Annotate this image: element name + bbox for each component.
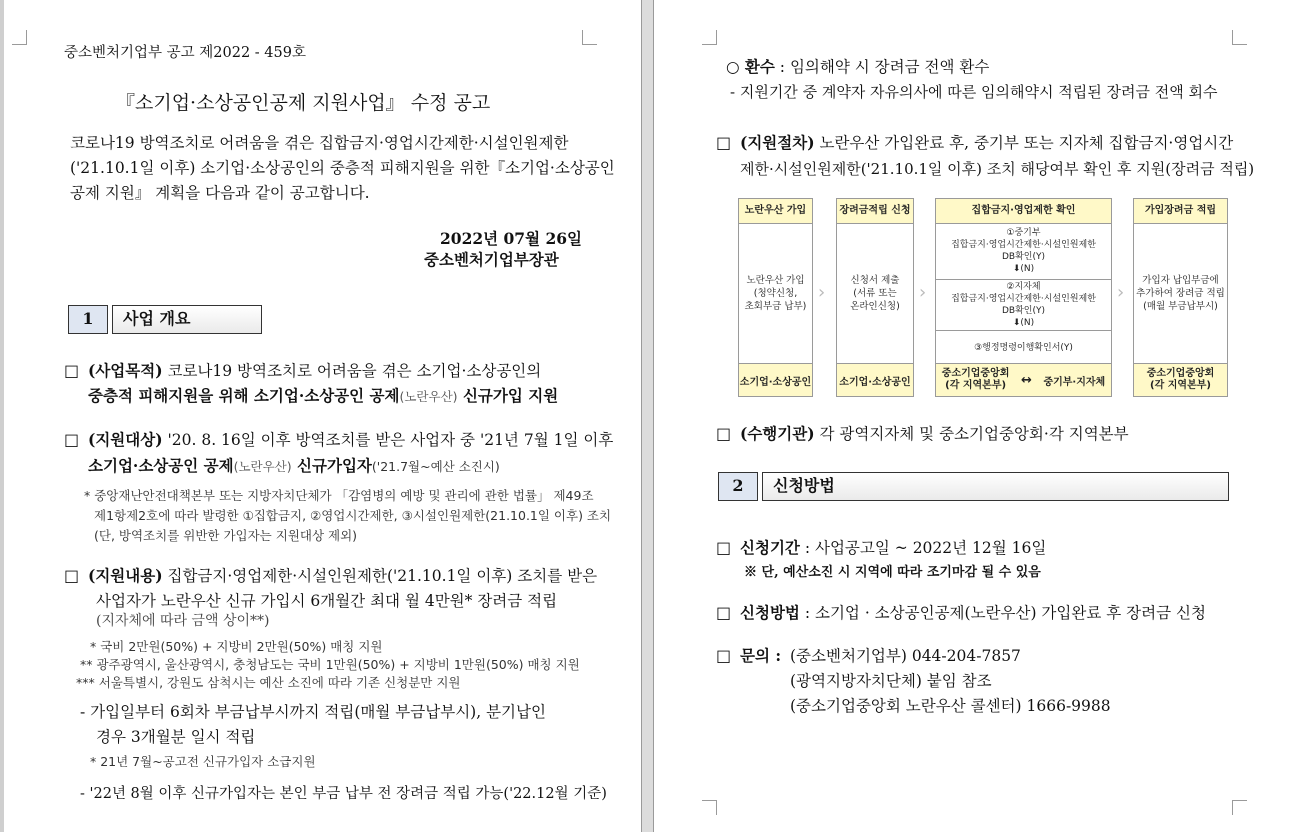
footnote: *** 서울특별시, 강원도 삼척시는 예산 소진에 따라 기존 신청분만 지원 [76, 675, 461, 690]
foot-left [942, 368, 1010, 392]
flow-text: ②지자체 [1006, 282, 1041, 292]
flow-box-foot [936, 363, 1111, 396]
flow-box-head: 노란우산 가입 [739, 199, 812, 224]
flow-box-body [837, 223, 913, 364]
inquiry-label: 문의 : [740, 646, 782, 665]
inquiry-line: (중소기업중앙회 노란우산 콜센터) 1666-9988 [790, 697, 1111, 715]
refund-label: ○ 환수 [726, 57, 775, 76]
inquiry-line: (광역지방자치단체) 붙임 참조 [790, 672, 992, 690]
flow-text: (매월 부금납부시) [1143, 301, 1218, 312]
section-title: 신청방법 [762, 472, 1229, 501]
flow-box-head: 집합금지·영업제한 확인 [936, 199, 1111, 224]
flow-box [836, 198, 914, 397]
content-text: 집합금지·영업제한·시설인원제한('21.10.1일 이후) 조치를 받은 [162, 567, 598, 585]
agency-label: (수행기관) [740, 424, 815, 443]
refund-text: : 임의해약 시 장려금 전액 환수 [774, 58, 990, 76]
flow-text: ⬇(N) [1012, 264, 1035, 274]
crop-mark [1232, 800, 1247, 815]
crop-mark [702, 800, 717, 815]
method-label: 신청방법 [740, 603, 800, 622]
flow-text: 추가하여 장려금 적립 [1136, 288, 1225, 299]
inquiry-line: (중소벤처기업부) 044-204-7857 [790, 647, 1021, 665]
flow-text: DB확인(Y) [1001, 306, 1045, 316]
footnote: * 중앙재난안전대책본부 또는 지방자치단체가 「감염병의 예방 및 관리에 관한 법률」 제49조 [84, 488, 594, 503]
section-title: 사업 개요 [112, 305, 262, 334]
purpose-label: (사업목적) [88, 361, 163, 380]
checkbox-bullet: □ [716, 424, 732, 443]
crop-mark [582, 30, 597, 45]
flow-arrow-icon: › [919, 282, 927, 303]
purpose-text: 코로나19 방역조치로 어려움을 겪은 소기업·소상공인의 [162, 362, 542, 380]
purpose-bold: 중층적 피해지원을 위해 소기업·소상공인 공제 [88, 386, 400, 405]
document-page-right [654, 0, 1297, 832]
flow-box-foot: 소기업·소상공인 [739, 363, 812, 396]
footnote: * 국비 2만원(50%) + 지방비 2만원(50%) 매칭 지원 [90, 639, 383, 654]
footnote: 제1항제2호에 따라 발령한 ①집합금지, ②영업시간제한, ③시설인원제한(21.10.1일 이후) 조치 [94, 508, 612, 523]
flow-text: ①중기부 [1006, 228, 1041, 238]
check-step: ③행정명령이행확인서(Y) [974, 343, 1073, 353]
checkbox-bullet: □ [64, 430, 80, 449]
method-text: : 소기업 · 소상공인공제(노란우산) 가입완료 후 장려금 신청 [799, 604, 1206, 622]
flow-box-head: 가입장려금 적립 [1134, 199, 1227, 224]
procedure-line2: 제한·시설인원제한('21.10.1일 이후) 조치 해당여부 확인 후 지원(장려금 적립) [740, 160, 1255, 178]
two-way-arrow-icon: ↔ [1020, 372, 1032, 388]
flow-text: 중소기업중앙회 [1146, 368, 1215, 379]
flow-text: (청약신청, [753, 288, 798, 299]
method-line [740, 603, 1206, 623]
target-text: '20. 8. 16일 이후 방역조치를 받은 사업자 중 '21년 7월 1일 이후 [162, 431, 614, 449]
target-line2 [88, 456, 500, 476]
flow-text: 집합금지·영업시간제한·시설인원제한 [951, 294, 1096, 304]
flow-box [738, 198, 813, 397]
flow-text: 신청서 제출 [850, 275, 900, 286]
document-title: 『소기업·소상공인공제 지원사업』 수정 공고 [116, 92, 491, 114]
checkbox-bullet: □ [716, 538, 732, 557]
flow-box-head: 장려금적립 신청 [837, 199, 913, 224]
target-note: ('21.7월~예산 소진시) [371, 459, 500, 474]
flow-text: 온라인신청) [850, 301, 900, 312]
checkbox-bullet: □ [64, 566, 80, 585]
content-line2: 사업자가 노란우산 신규 가입시 6개월간 최대 월 4만원* 장려금 적립 [96, 592, 558, 610]
flow-box [1133, 198, 1228, 397]
flow-box-check [935, 198, 1112, 397]
footnote: (단, 방역조치를 위반한 가입자는 지원대상 제외) [94, 528, 358, 543]
flow-text: (각 지역본부) [945, 380, 1007, 391]
checkbox-bullet: □ [716, 603, 732, 622]
dash-line: - '22년 8월 이후 신규가입자는 본인 부금 납부 전 장려금 적립 가능('22.12월 기준) [80, 786, 607, 802]
flow-text: ⬇(N) [1012, 318, 1035, 328]
purpose-line [88, 361, 541, 381]
agency-line [740, 424, 1129, 444]
section-number: 2 [718, 472, 758, 501]
target-bold2: 신규가입자 [291, 456, 372, 475]
target-small: (노란우산) [233, 459, 292, 474]
check-step [936, 280, 1111, 330]
flow-text: 초회부금 납부) [744, 301, 807, 312]
flow-arrow-icon: › [1117, 282, 1125, 303]
flow-text: 가입자 납입부금에 [1142, 275, 1219, 286]
flow-box-body [739, 223, 812, 364]
purpose-end: 신규가입 지원 [457, 386, 559, 405]
flow-box-foot [1134, 363, 1227, 396]
target-line [88, 430, 613, 450]
period-label: 신청기간 [740, 538, 800, 557]
content-line [88, 566, 597, 586]
check-step [936, 223, 1111, 279]
period-text: : 사업공고일 ~ 2022년 12월 16일 [799, 539, 1047, 557]
notice-number: 중소벤처기업부 공고 제2022 - 459호 [64, 45, 306, 61]
crop-mark [12, 30, 27, 45]
intro-line: 공제 지원』 계획을 다음과 같이 공고합니다. [70, 184, 370, 202]
dash-line: 경우 3개월분 일시 적립 [96, 728, 256, 746]
procedure-label: (지원절차) [740, 133, 815, 152]
crop-mark [1232, 30, 1247, 45]
period-line [740, 538, 1046, 558]
page-gap [641, 0, 654, 832]
purpose-line2 [88, 386, 558, 406]
flow-text: 노란우산 가입 [746, 275, 805, 286]
content-line3: (지자체에 따라 금액 상이**) [96, 613, 270, 629]
footnote: * 21년 7월~공고전 신규가입자 소급지원 [90, 754, 316, 769]
content-label: (지원내용) [88, 566, 163, 585]
flow-text: DB확인(Y) [1001, 252, 1045, 262]
refund-line [726, 57, 989, 77]
refund-sub: - 지원기간 중 계약자 자유의사에 따른 임의해약시 적립된 장려금 전액 회수 [730, 83, 1218, 101]
section-number: 1 [68, 305, 108, 334]
target-bold: 소기업·소상공인 공제 [88, 456, 234, 475]
flow-text: 중기부·지자체 [1043, 376, 1106, 388]
checkbox-bullet: □ [716, 133, 732, 152]
procedure-text: 노란우산 가입완료 후, 중기부 또는 지자체 집합금지·영업시간 [814, 134, 1234, 152]
procedure-line [740, 133, 1233, 153]
flow-text: 중소기업중앙회 [941, 368, 1010, 379]
crop-mark [702, 30, 717, 45]
flow-box-foot: 소기업·소상공인 [837, 363, 913, 396]
flow-text: (서류 또는 [853, 288, 897, 299]
intro-line: 코로나19 방역조치로 어려움을 겪은 집합금지·영업시간제한·시설인원제한 [70, 134, 569, 152]
flow-text: (각 지역본부) [1150, 380, 1211, 391]
flow-text: 집합금지·영업시간제한·시설인원제한 [951, 240, 1096, 250]
notice-date: 2022년 07월 26일 [440, 229, 582, 248]
checkbox-bullet: □ [64, 361, 80, 380]
target-label: (지원대상) [88, 430, 163, 449]
purpose-small: (노란우산) [399, 389, 458, 404]
flow-box-body [1134, 223, 1227, 364]
document-page-left [4, 0, 641, 832]
footnote: ** 광주광역시, 울산광역시, 충청남도는 국비 1만원(50%) + 지방비 1만원(50%) 매칭 지원 [80, 657, 580, 672]
signer: 중소벤처기업부장관 [424, 250, 559, 269]
intro-line: ('21.10.1일 이후) 소기업·소상공인의 중층적 피해지원을 위한『소기업·소상공인 [70, 159, 615, 177]
agency-text: 각 광역지자체 및 중소기업중앙회·각 지역본부 [814, 425, 1129, 443]
dash-line: - 가입일부터 6회차 부금납부시까지 적립(매월 부금납부시), 분기납인 [80, 703, 546, 721]
period-note: ※ 단, 예산소진 시 지역에 따라 조기마감 될 수 있음 [744, 565, 1041, 580]
flow-arrow-icon: › [818, 282, 826, 303]
checkbox-bullet: □ [716, 646, 732, 665]
